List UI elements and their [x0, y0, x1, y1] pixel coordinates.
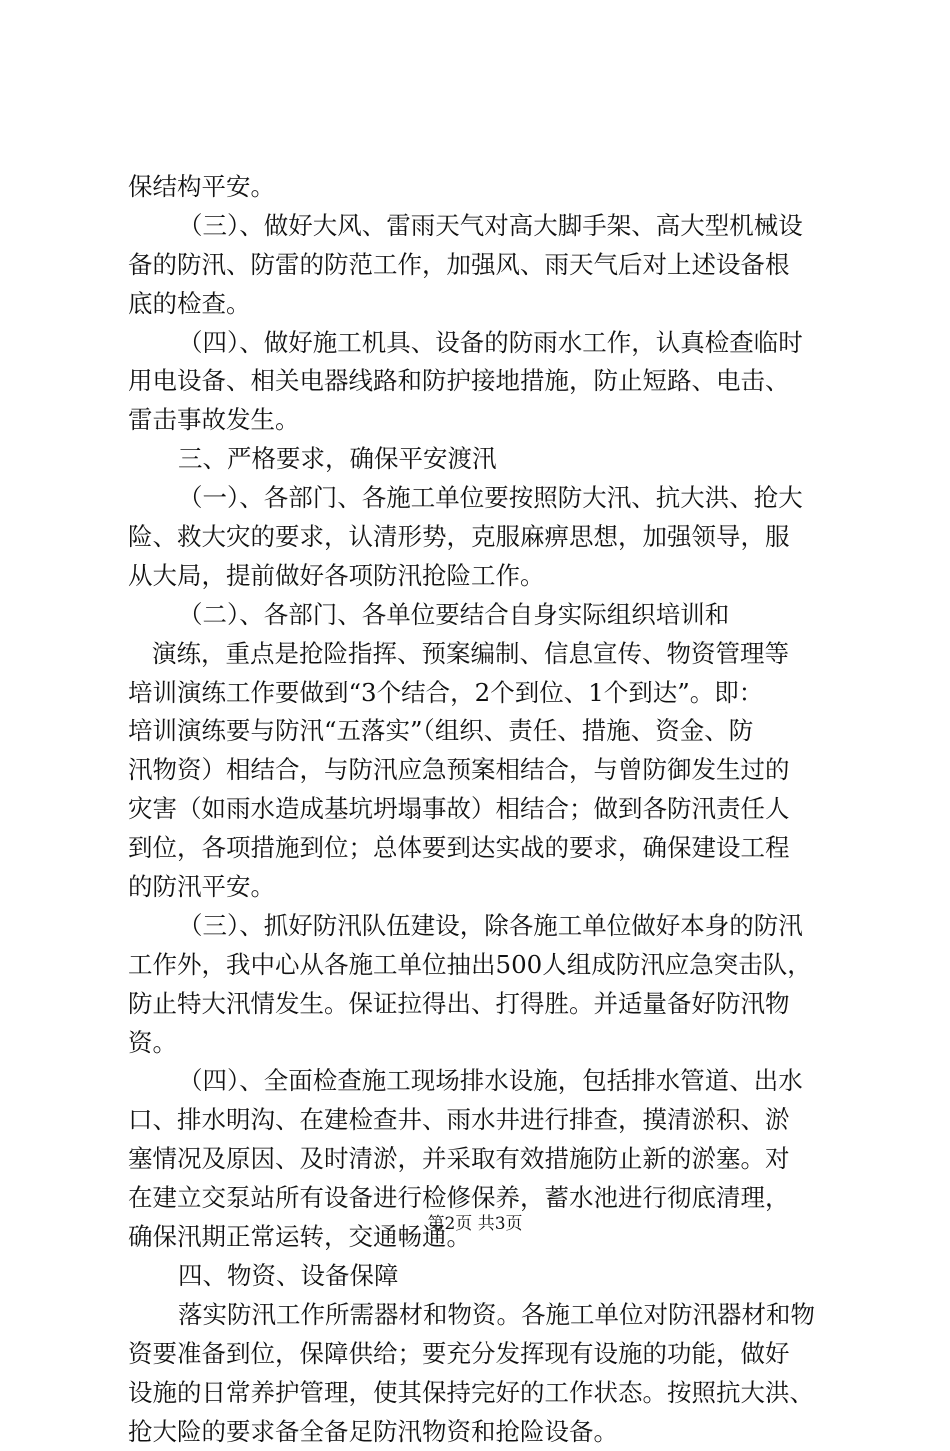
- body-line: 从大局，提前做好各项防汛抢险工作。: [128, 557, 838, 596]
- body-line: 用电设备、相关电器线路和防护接地措施，防止短路、电击、: [128, 362, 838, 401]
- body-line: （一）、各部门、各施工单位要按照防大汛、抗大洪、抢大: [128, 479, 838, 518]
- body-line: 在建立交泵站所有设备进行检修保养，蓄水池进行彻底清理，: [128, 1179, 838, 1218]
- section-heading: 四、物资、设备保障: [128, 1257, 838, 1296]
- page-indicator: 第2页 共3页: [0, 1212, 950, 1236]
- body-line: 防止特大汛情发生。保证拉得出、打得胜。并适量备好防汛物: [128, 985, 838, 1024]
- body-line: 塞情况及原因、及时清淤，并采取有效措施防止新的淤塞。对: [128, 1140, 838, 1179]
- body-line: （二）、各部门、各单位要结合自身实际组织培训和: [128, 596, 838, 635]
- body-line: 工作外，我中心从各施工单位抽出500人组成防汛应急突击队，: [128, 946, 838, 985]
- body-line: 落实防汛工作所需器材和物资。各施工单位对防汛器材和物: [128, 1296, 838, 1335]
- body-line: （四）、全面检查施工现场排水设施，包括排水管道、出水: [128, 1062, 838, 1101]
- body-line: 到位，各项措施到位；总体要到达实战的要求，确保建设工程: [128, 829, 838, 868]
- body-line: 培训演练要与防汛“五落实”（组织、责任、措施、资金、防: [128, 712, 838, 751]
- body-line: 灾害（如雨水造成基坑坍塌事故）相结合；做到各防汛责任人: [128, 790, 838, 829]
- body-line: 资。: [128, 1024, 838, 1063]
- body-line: （三）、做好大风、雷雨天气对高大脚手架、高大型机械设: [128, 207, 838, 246]
- body-line: 抢大险的要求备全备足防汛物资和抢险设备。: [128, 1413, 838, 1451]
- body-line: 险、救大灾的要求，认清形势，克服麻痹思想，加强领导，服: [128, 518, 838, 557]
- body-line: 备的防汛、防雷的防范工作，加强风、雨天气后对上述设备根: [128, 246, 838, 285]
- body-line: 汛物资）相结合，与防汛应急预案相结合，与曾防御发生过的: [128, 751, 838, 790]
- body-line: 雷击事故发生。: [128, 401, 838, 440]
- body-line: 保结构平安。: [128, 168, 838, 207]
- body-line: （三）、抓好防汛队伍建设，除各施工单位做好本身的防汛: [128, 907, 838, 946]
- body-line: 口、排水明沟、在建检查井、雨水井进行排查，摸清淤积、淤: [128, 1101, 838, 1140]
- body-line: 演练，重点是抢险指挥、预案编制、信息宣传、物资管理等: [128, 635, 838, 674]
- body-line: 的防汛平安。: [128, 868, 838, 907]
- document-body: [128, 168, 838, 1451]
- body-line: 确保汛期正常运转，交通畅通。: [128, 1218, 838, 1257]
- section-heading: 三、严格要求，确保平安渡汛: [128, 440, 838, 479]
- body-line: （四）、做好施工机具、设备的防雨水工作，认真检查临时: [128, 324, 838, 363]
- body-line: 底的检查。: [128, 285, 838, 324]
- body-line: 资要准备到位，保障供给；要充分发挥现有设施的功能，做好: [128, 1335, 838, 1374]
- body-line: 培训演练工作要做到“3个结合，2个到位、1个到达”。即：: [128, 674, 838, 713]
- body-line: 设施的日常养护管理，使其保持完好的工作状态。按照抗大洪、: [128, 1374, 838, 1413]
